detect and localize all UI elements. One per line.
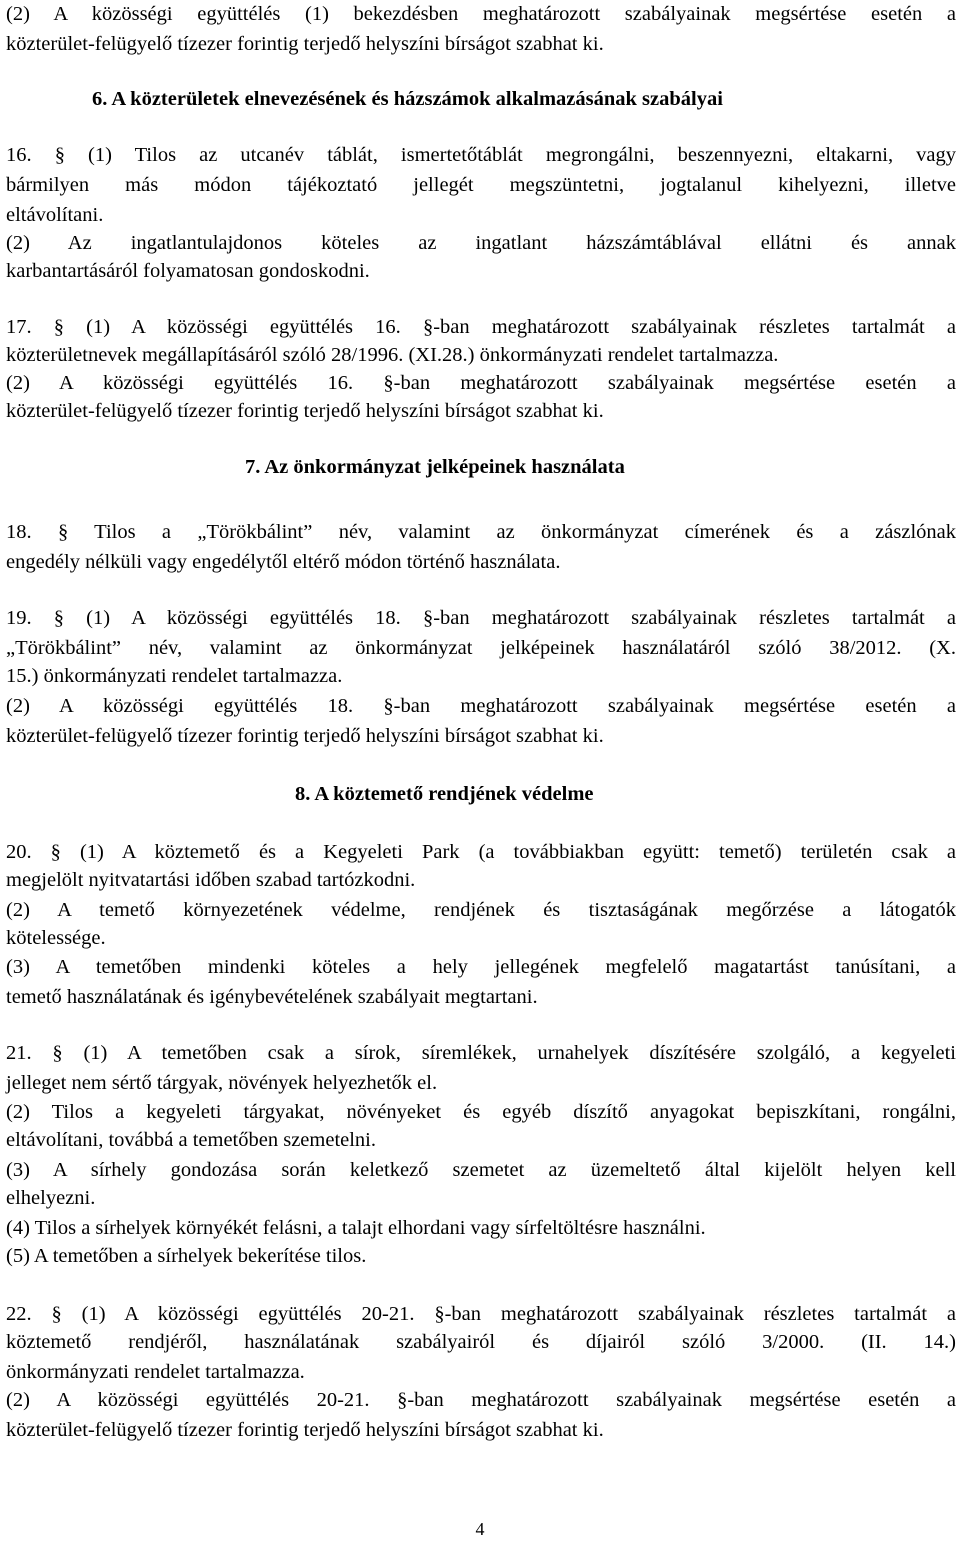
paragraph-19-line: 19. § (1) A közösségi együttélés 18. §-ban meghatározott szabályainak részletes tartalmát a [6,607,956,629]
paragraph-20-line: kötelessége. [6,927,106,949]
paragraph-19-line: közterület-felügyelő tízezer forintig terjedő helyszíni bírságot szabhat ki. [6,725,604,747]
paragraph-17-line: közterület-felügyelő tízezer forintig terjedő helyszíni bírságot szabhat ki. [6,400,604,422]
paragraph-22-line: köztemető rendjéről, használatának szabályairól és díjairól szóló 3/2000. (II. 14.) [6,1331,956,1353]
paragraph-16-line: (2) Az ingatlantulajdonos köteles az ingatlant házszámtáblával ellátni és annak [6,232,956,254]
paragraph-20-line: (3) A temetőben mindenki köteles a hely jellegének megfelelő magatartást tanúsítani, a [6,956,956,978]
paragraph-19-line: „Törökbálint” név, valamint az önkormányzat jelképeinek használatáról szóló 38/2012. (X. [6,637,956,659]
paragraph-21-line: (4) Tilos a sírhelyek környékét felásni, a talajt elhordani vagy sírfeltöltésre használni. [6,1217,706,1239]
paragraph-20-line: (2) A temető környezetének védelme, rendjének és tisztaságának megőrzése a látogatók [6,899,956,921]
paragraph-17-line: 17. § (1) A közösségi együttélés 16. §-ban meghatározott szabályainak részletes tartalmát a [6,316,956,338]
text-line: közterület-felügyelő tízezer forintig terjedő helyszíni bírságot szabhat ki. [6,33,604,55]
paragraph-21-line: jelleget nem sértő tárgyak, növények helyezhetők el. [6,1072,438,1094]
section-heading-6: 6. A közterületek elnevezésének és házszámok alkalmazásának szabályai [92,88,723,110]
paragraph-22-line: 22. § (1) A közösségi együttélés 20-21. §-ban meghatározott szabályainak részletes tartalmát a [6,1303,956,1325]
paragraph-18-line: 18. § Tilos a „Törökbálint” név, valamint az önkormányzat címerének és a zászlónak [6,521,956,543]
text-line: (2) A közösségi együttélés (1) bekezdésben meghatározott szabályainak megsértése esetén a [6,3,956,25]
paragraph-18-line: engedély nélküli vagy engedélytől eltérő módon történő használata. [6,551,561,573]
paragraph-17-line: (2) A közösségi együttélés 16. §-ban meghatározott szabályainak megsértése esetén a [6,372,956,394]
section-heading-7: 7. Az önkormányzat jelképeinek használata [245,456,625,478]
paragraph-16-line: bármilyen más módon tájékoztató jellegét megszüntetni, jogtalanul kihelyezni, illetve [6,174,956,196]
paragraph-21-line: 21. § (1) A temetőben csak a sírok, síremlékek, urnahelyek díszítésére szolgáló, a kegyeleti [6,1042,956,1064]
paragraph-16-line: karbantartásáról folyamatosan gondoskodni. [6,260,370,282]
paragraph-22-line: közterület-felügyelő tízezer forintig terjedő helyszíni bírságot szabhat ki. [6,1419,604,1441]
paragraph-22-line: önkormányzati rendelet tartalmazza. [6,1361,305,1383]
paragraph-16-line: 16. § (1) Tilos az utcanév táblát, ismertetőtáblát megrongálni, beszennyezni, eltakarni, vagy [6,144,956,166]
paragraph-22-line: (2) A közösségi együttélés 20-21. §-ban meghatározott szabályainak megsértése esetén a [6,1389,956,1411]
paragraph-21-line: (2) Tilos a kegyeleti tárgyakat, növényeket és egyéb díszítő anyagokat bepiszkítani, rongálni, [6,1101,956,1123]
paragraph-21-line: elhelyezni. [6,1187,96,1209]
paragraph-20-line: megjelölt nyitvatartási időben szabad tartózkodni. [6,869,416,891]
paragraph-21-line: (3) A sírhely gondozása során keletkező szemetet az üzemeltető által kijelölt helyen kell [6,1159,956,1181]
paragraph-21-line: eltávolítani, továbbá a temetőben szemetelni. [6,1129,377,1151]
paragraph-21-line: (5) A temetőben a sírhelyek bekerítése tilos. [6,1245,367,1267]
paragraph-19-line: (2) A közösségi együttélés 18. §-ban meghatározott szabályainak megsértése esetén a [6,695,956,717]
section-heading-8: 8. A köztemető rendjének védelme [295,783,594,805]
page-number: 4 [475,1519,485,1539]
paragraph-16-line: eltávolítani. [6,204,104,226]
paragraph-20-line: temető használatának és igénybevételének szabályait megtartani. [6,986,538,1008]
paragraph-19-line: 15.) önkormányzati rendelet tartalmazza. [6,665,343,687]
paragraph-20-line: 20. § (1) A köztemető és a Kegyeleti Park (a továbbiakban együtt: temető) területén csak a [6,841,956,863]
paragraph-17-line: közterületnevek megállapításáról szóló 28/1996. (XI.28.) önkormányzati rendelet tartalmazza. [6,344,779,366]
